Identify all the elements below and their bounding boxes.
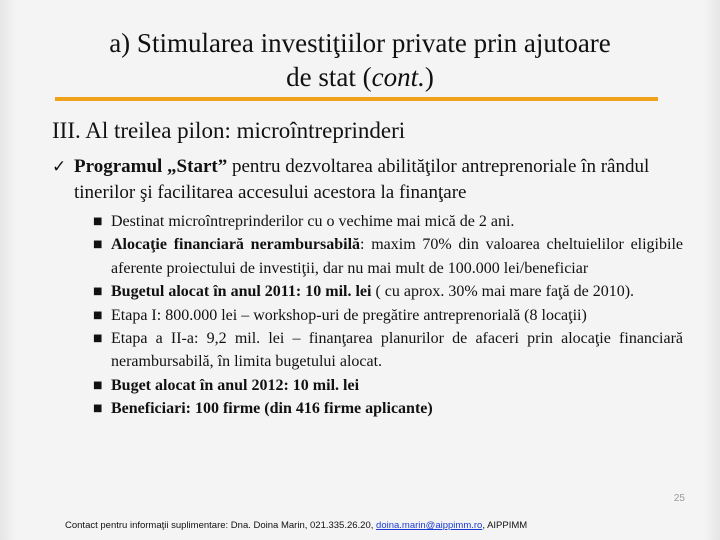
footer-contact <box>65 520 527 531</box>
slide-title <box>40 26 680 94</box>
title-line-1: a) Stimularea investiţiilor private prin ajutoare <box>109 28 611 58</box>
bullet-text: ( cu aprox. 30% mai mare faţă de 2010). <box>371 283 635 301</box>
slide-edge-right <box>704 0 720 540</box>
square-bullet-icon: ■ <box>93 333 103 345</box>
square-bullet-icon: ■ <box>93 403 103 415</box>
bullet-bold: Bugetul alocat în anul 2011: 10 mil. lei <box>111 283 372 301</box>
slide-edge-left <box>0 0 16 540</box>
bullet-item <box>93 210 683 233</box>
bullet-bold: Buget alocat în anul 2012 <box>111 376 284 394</box>
check-item-bold: Programul „Start” <box>74 156 228 177</box>
square-bullet-icon: ■ <box>93 286 103 298</box>
bullet-item <box>93 280 683 303</box>
bullet-text: Etapa a II-a: 9,2 mil. lei – finanţarea planurilor de afaceri prin alocaţie financiară nerambursabilă, în limita bugetului alocat. <box>111 330 683 371</box>
bullet-item <box>93 233 683 280</box>
square-bullet-icon: ■ <box>93 216 103 227</box>
check-item-rest: pentru dezvoltarea abilităţilor antreprenoriale în rândul tinerilor şi facilitarea accesului acestora la finanţare <box>74 156 650 203</box>
page-number: 25 <box>673 493 685 504</box>
footer-email-link[interactable]: doina.marin@aippimm.ro <box>376 520 483 531</box>
bullet-text: Etapa I: 800.000 lei – workshop-uri de pregătire antreprenorială (8 locaţii) <box>111 306 587 324</box>
check-icon: ✓ <box>52 157 67 177</box>
footer-suffix: , AIPPIMM <box>482 520 528 531</box>
bullet-text: : maxim 70% din valoarea cheltuielilor eligibile aferente proiectului de investiţii, dar nu mai mult de 100.000 lei/beneficiar <box>111 236 683 277</box>
square-bullet-icon: ■ <box>93 379 103 391</box>
square-bullet-icon: ■ <box>93 309 103 321</box>
title-line-2-italic: cont. <box>371 62 425 92</box>
bullet-text: Destinat microîntreprinderilor cu o vechime mai mică de 2 ani. <box>111 213 515 230</box>
bullet-item <box>93 397 683 420</box>
bullet-item <box>93 327 683 374</box>
title-line-2 <box>40 60 680 94</box>
title-divider <box>55 97 658 101</box>
footer-prefix: Contact pentru informaţii suplimentare: Dna. Doina Marin, 021.335.26.20, <box>65 520 377 531</box>
square-bullet-icon: ■ <box>93 239 103 251</box>
section-subtitle: III. Al treilea pilon: microîntreprinderi <box>52 118 406 143</box>
check-item-text <box>52 154 692 206</box>
check-list-item <box>52 154 692 206</box>
bullet-bold: Alocaţie financiară nerambursabilă <box>111 236 361 254</box>
title-line-2-suffix: ) <box>424 62 434 92</box>
bullet-item <box>93 374 683 397</box>
bullet-bold-rest: : 10 mil. lei <box>283 376 360 394</box>
title-line-2-prefix: de stat ( <box>286 62 372 92</box>
bullet-bold: Beneficiari: 100 firme (din 416 firme aplicante) <box>111 400 433 418</box>
bullet-item <box>93 304 683 327</box>
bullet-list <box>93 210 683 421</box>
